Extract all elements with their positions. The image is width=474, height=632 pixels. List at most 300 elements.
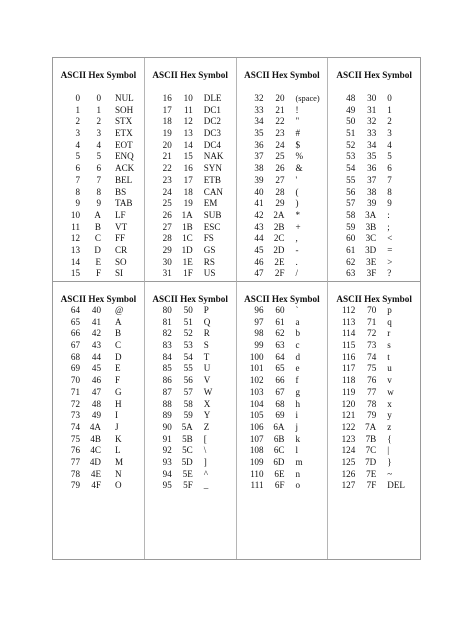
symbol: & [295, 163, 303, 174]
hex-value: 68 [275, 398, 285, 409]
hex-value: 11 [183, 104, 193, 115]
symbol: ( [295, 186, 299, 197]
column-header: ASCII Hex Symbol [244, 70, 320, 80]
ascii-value: 74 [70, 421, 80, 432]
hex-value: 5A [181, 421, 193, 432]
ascii-value: 98 [254, 328, 264, 339]
table-row [145, 317, 236, 329]
symbol: DC3 [203, 128, 221, 139]
hex-value: 44 [91, 351, 101, 362]
ascii-value: 45 [254, 244, 264, 255]
hex-value: 3 [96, 128, 101, 139]
symbol: DEL [387, 480, 405, 491]
hex-value: 8 [96, 186, 101, 197]
symbol: N [115, 468, 122, 479]
hex-value: 12 [183, 116, 193, 127]
ascii-value: 36 [254, 139, 264, 150]
hex-value: 5B [182, 433, 193, 444]
symbol: z [387, 421, 392, 432]
symbol: SOH [115, 104, 134, 115]
hex-value: 18 [183, 186, 193, 197]
symbol: j [295, 421, 299, 432]
symbol: \ [203, 445, 207, 456]
hex-value: 59 [183, 410, 193, 421]
ascii-value: 42 [254, 209, 264, 220]
ascii-value: 92 [162, 445, 172, 456]
ascii-value: 63 [346, 268, 356, 279]
ascii-value: 76 [70, 445, 80, 456]
ascii-value: 43 [254, 221, 264, 232]
symbol: u [387, 363, 392, 374]
table-row [328, 268, 420, 280]
table-row [328, 305, 420, 317]
hex-value: 78 [367, 398, 377, 409]
table-row [53, 363, 144, 375]
symbol: T [203, 351, 210, 362]
table-row [53, 187, 144, 199]
ascii-value: 65 [70, 316, 80, 327]
table-row [237, 198, 328, 210]
hex-value: 4B [90, 433, 101, 444]
table-row [237, 257, 328, 269]
symbol: O [115, 480, 122, 491]
hex-value: 3D [365, 244, 377, 255]
ascii-value: 20 [162, 139, 172, 150]
ascii-value: 104 [249, 398, 264, 409]
symbol: r [387, 328, 391, 339]
ascii-value: 120 [341, 398, 356, 409]
symbol: E [115, 363, 121, 374]
ascii-value: 13 [70, 244, 80, 255]
ascii-value: 110 [250, 468, 264, 479]
table-row [328, 317, 420, 329]
hex-value: 6A [273, 421, 285, 432]
symbol: } [387, 456, 392, 467]
symbol: FS [203, 233, 214, 244]
hex-value: 56 [183, 375, 193, 386]
hex-value: 77 [367, 386, 377, 397]
table-row [145, 257, 236, 269]
hex-value: 51 [183, 316, 193, 327]
ascii-value: 6 [75, 163, 80, 174]
ascii-value: 111 [250, 480, 264, 491]
code-list [237, 305, 328, 492]
table-row [328, 210, 420, 222]
column-header: ASCII Hex Symbol [60, 70, 137, 80]
symbol: S [203, 340, 209, 351]
ascii-value: 77 [70, 456, 80, 467]
symbol: $ [295, 139, 301, 150]
table-row [145, 245, 236, 257]
symbol: DC2 [203, 116, 221, 127]
symbol: c [295, 340, 300, 351]
ascii-value: 32 [254, 93, 264, 103]
ascii-value: 112 [341, 305, 356, 315]
symbol: ETX [115, 128, 133, 139]
ascii-value: 78 [70, 468, 80, 479]
table-cell [328, 282, 420, 559]
table-row [237, 187, 328, 199]
ascii-value: 114 [341, 328, 356, 339]
table-row [53, 163, 144, 175]
table-row [145, 434, 236, 446]
table-row [53, 317, 144, 329]
table-row [53, 257, 144, 269]
ascii-value: 66 [70, 328, 80, 339]
hex-value: 5E [182, 468, 193, 479]
table-row [145, 187, 236, 199]
hex-value: 65 [275, 363, 285, 374]
hex-value: 38 [367, 186, 377, 197]
ascii-value: 116 [341, 351, 356, 362]
ascii-value: 7 [75, 174, 80, 185]
table-row [145, 445, 236, 457]
column-header: ASCII Hex Symbol [336, 70, 412, 80]
hex-value: 27 [275, 174, 285, 185]
table-row [53, 93, 144, 105]
table-row [53, 422, 144, 434]
symbol: K [115, 433, 122, 444]
symbol: e [295, 363, 300, 374]
ascii-value: 53 [346, 151, 356, 162]
table-row [53, 387, 144, 399]
hex-value: 4E [90, 468, 101, 479]
hex-value: 43 [91, 340, 101, 351]
hex-value: 7D [365, 456, 377, 467]
table-row [237, 375, 328, 387]
symbol: > [387, 256, 393, 267]
ascii-value: 25 [162, 198, 172, 209]
symbol: k [295, 433, 301, 444]
ascii-value: 18 [162, 116, 172, 127]
hex-value: 42 [91, 328, 101, 339]
hex-value: 5D [181, 456, 193, 467]
ascii-value: 118 [341, 375, 356, 386]
hex-value: 16 [183, 163, 193, 174]
ascii-value: 72 [70, 398, 80, 409]
ascii-value: 101 [249, 363, 264, 374]
ascii-value: 55 [346, 174, 356, 185]
symbol: a [295, 316, 300, 327]
hex-value: C [94, 233, 101, 244]
symbol: # [295, 128, 301, 139]
table-row [53, 457, 144, 469]
symbol: H [115, 398, 122, 409]
ascii-value: 75 [70, 433, 80, 444]
ascii-value: 4 [75, 139, 80, 150]
table-cell [145, 58, 237, 282]
hex-value: 34 [367, 139, 377, 150]
hex-value: 50 [183, 305, 193, 315]
symbol: ' [295, 174, 298, 185]
hex-value: 6D [273, 456, 285, 467]
symbol: v [387, 375, 392, 386]
symbol: _ [203, 480, 209, 491]
table-row [328, 233, 420, 245]
hex-value: 4 [96, 139, 101, 150]
hex-value: 45 [91, 363, 101, 374]
table-row [145, 128, 236, 140]
ascii-value: 60 [346, 233, 356, 244]
hex-value: D [94, 244, 101, 255]
table-row [237, 317, 328, 329]
ascii-value: 121 [341, 410, 356, 421]
table-row [53, 480, 144, 492]
ascii-value: 26 [162, 209, 172, 220]
symbol: ETB [203, 174, 221, 185]
symbol: ~ [387, 468, 393, 479]
hex-value: 29 [275, 198, 285, 209]
hex-value: 67 [275, 386, 285, 397]
ascii-value: 17 [162, 104, 172, 115]
ascii-value: 93 [162, 456, 172, 467]
table-row [53, 399, 144, 411]
symbol: P [203, 305, 209, 315]
symbol: = [387, 244, 393, 255]
symbol: % [295, 151, 304, 162]
table-row [237, 434, 328, 446]
ascii-value: 82 [162, 328, 172, 339]
symbol: SO [115, 256, 127, 267]
hex-value: 69 [275, 410, 285, 421]
table-row [53, 410, 144, 422]
ascii-value: 80 [162, 305, 172, 315]
table-row [145, 198, 236, 210]
symbol: d [295, 351, 301, 362]
symbol: b [295, 328, 301, 339]
table-row [328, 399, 420, 411]
hex-value: 1A [181, 209, 193, 220]
table-row [328, 422, 420, 434]
table-row [328, 116, 420, 128]
symbol: n [295, 468, 301, 479]
table-row [53, 305, 144, 317]
table-row [145, 305, 236, 317]
hex-value: 48 [91, 398, 101, 409]
ascii-value: 115 [341, 340, 356, 351]
table-row [145, 116, 236, 128]
ascii-value: 87 [162, 386, 172, 397]
table-row [328, 480, 420, 492]
hex-value: 40 [91, 305, 101, 315]
ascii-value: 127 [341, 480, 356, 491]
hex-value: 2D [273, 244, 285, 255]
hex-value: 2E [274, 256, 285, 267]
ascii-value: 71 [70, 386, 80, 397]
symbol: q [387, 316, 392, 327]
ascii-value: 51 [346, 128, 356, 139]
ascii-value: 105 [249, 410, 264, 421]
symbol: VT [115, 221, 128, 232]
table-row [145, 328, 236, 340]
column-header: ASCII Hex Symbol [152, 294, 228, 304]
hex-value: 7 [96, 174, 101, 185]
code-list [53, 93, 144, 280]
table-row [145, 410, 236, 422]
code-list [328, 93, 420, 280]
symbol: LF [115, 209, 126, 220]
table-row [328, 328, 420, 340]
symbol: 1 [387, 104, 392, 115]
symbol: V [203, 375, 211, 386]
ascii-value: 100 [249, 351, 264, 362]
symbol: ; [387, 221, 390, 232]
table-row [328, 469, 420, 481]
ascii-value: 97 [254, 316, 264, 327]
hex-value: 6 [96, 163, 101, 174]
hex-value: 6B [273, 433, 285, 444]
hex-value: 1D [181, 244, 193, 255]
table-row [328, 93, 420, 105]
table-row [53, 140, 144, 152]
table-row [328, 387, 420, 399]
table-row [145, 469, 236, 481]
ascii-value: 88 [162, 398, 172, 409]
ascii-value: 108 [249, 445, 264, 456]
table-row [145, 105, 236, 117]
ascii-value: 117 [341, 363, 356, 374]
symbol: i [295, 410, 299, 421]
symbol: m [295, 456, 303, 467]
ascii-value: 1 [75, 104, 80, 115]
hex-value: A [94, 209, 101, 220]
hex-value: 1C [182, 233, 193, 244]
column-header: ASCII Hex Symbol [60, 294, 137, 304]
ascii-value: 106 [249, 421, 264, 432]
symbol: BEL [115, 174, 133, 185]
ascii-value: 41 [254, 198, 264, 209]
hex-value: 2C [273, 233, 285, 244]
hex-value: 15 [183, 151, 193, 162]
ascii-value: 16 [162, 93, 172, 103]
table-row [328, 434, 420, 446]
table-row [237, 469, 328, 481]
table-row [237, 210, 328, 222]
ascii-value: 21 [162, 151, 172, 162]
table-row [328, 257, 420, 269]
table-row [237, 457, 328, 469]
symbol: DLE [203, 93, 222, 103]
ascii-value: 12 [70, 233, 80, 244]
hex-value: 1 [96, 104, 101, 115]
ascii-value: 24 [162, 186, 172, 197]
symbol: EOT [115, 139, 133, 150]
symbol: NUL [115, 93, 134, 103]
table-row [328, 128, 420, 140]
hex-value: 75 [367, 363, 377, 374]
hex-value: 71 [367, 316, 377, 327]
hex-value: 25 [275, 151, 285, 162]
hex-value: 3F [366, 268, 377, 279]
ascii-value: 34 [254, 116, 264, 127]
symbol: ENQ [115, 151, 134, 162]
table-row [328, 198, 420, 210]
ascii-value: 126 [341, 468, 356, 479]
symbol: x [387, 398, 392, 409]
table-row [328, 140, 420, 152]
ascii-value: 5 [75, 151, 80, 162]
ascii-value: 122 [341, 421, 356, 432]
ascii-value: 123 [341, 433, 356, 444]
ascii-value: 107 [249, 433, 264, 444]
hex-value: 3C [365, 233, 377, 244]
table-row [145, 210, 236, 222]
symbol: A [115, 316, 122, 327]
hex-value: 14 [183, 139, 193, 150]
table-row [237, 175, 328, 187]
code-list [145, 305, 236, 492]
symbol: G [115, 386, 122, 397]
hex-value: 5F [183, 480, 193, 491]
ascii-value: 58 [346, 209, 356, 220]
table-row [328, 105, 420, 117]
table-row [145, 480, 236, 492]
symbol: D [115, 351, 122, 362]
table-row [237, 233, 328, 245]
symbol: ^ [203, 468, 209, 479]
table-row [237, 128, 328, 140]
hex-value: 2 [96, 116, 101, 127]
ascii-value: 113 [341, 316, 356, 327]
ascii-value: 9 [75, 198, 80, 209]
table-row [53, 268, 144, 280]
table-row [328, 245, 420, 257]
symbol: SYN [203, 163, 222, 174]
ascii-value: 30 [162, 256, 172, 267]
table-row [145, 175, 236, 187]
symbol: " [295, 116, 300, 127]
table-row [237, 268, 328, 280]
ascii-value: 84 [162, 351, 172, 362]
hex-value: 7C [365, 445, 377, 456]
hex-value: 4F [91, 480, 101, 491]
table-cell [145, 282, 237, 559]
symbol: CAN [203, 186, 223, 197]
hex-value: 74 [367, 351, 377, 362]
ascii-value: 79 [70, 480, 80, 491]
code-list [53, 305, 144, 492]
ascii-value: 27 [162, 221, 172, 232]
symbol: TAB [115, 198, 133, 209]
symbol: t [387, 351, 390, 362]
symbol: ? [387, 268, 392, 279]
ascii-value: 0 [75, 93, 80, 103]
hex-value: 20 [275, 93, 285, 103]
symbol: ` [295, 305, 299, 315]
table-row [237, 480, 328, 492]
table-cell [237, 282, 329, 559]
symbol: GS [203, 244, 216, 255]
table-row [145, 340, 236, 352]
table-row [145, 375, 236, 387]
symbol: US [203, 268, 216, 279]
table-row [237, 245, 328, 257]
ascii-value: 22 [162, 163, 172, 174]
table-row [328, 222, 420, 234]
table-row [145, 222, 236, 234]
symbol: { [387, 433, 392, 444]
symbol: NAK [203, 151, 224, 162]
ascii-value: 83 [162, 340, 172, 351]
table-row [53, 375, 144, 387]
table-cell [53, 282, 145, 559]
hex-value: 3E [366, 256, 377, 267]
ascii-value: 94 [162, 468, 172, 479]
table-row [328, 410, 420, 422]
table-row [328, 163, 420, 175]
symbol: I [115, 410, 119, 421]
symbol: - [295, 244, 299, 255]
